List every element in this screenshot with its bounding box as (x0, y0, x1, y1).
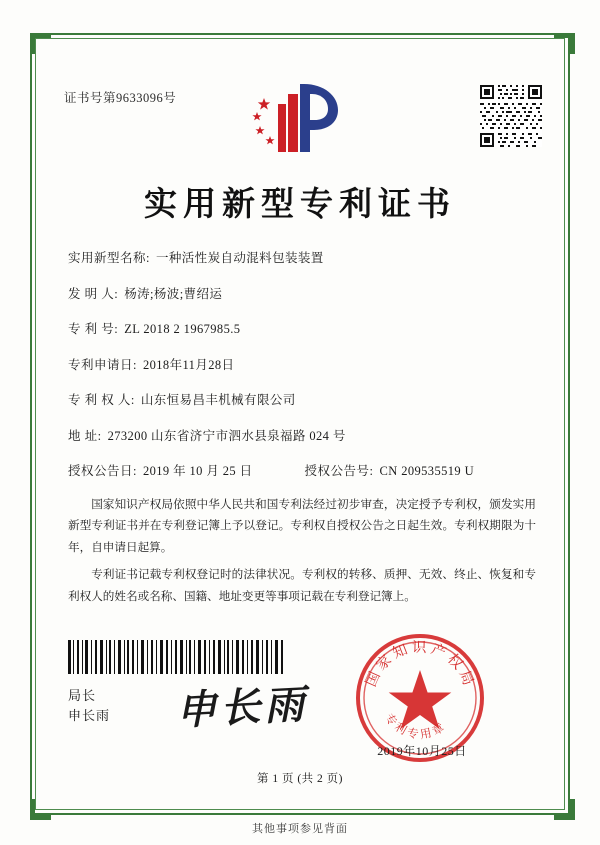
corner-ornament-top-right (554, 33, 575, 54)
seal-date: 2019年10月25日 (377, 744, 467, 758)
legal-paragraph-2: 专利证书记载专利权登记时的法律状况。专利权的转移、质押、无效、终止、恢复和专利权人的姓名或名称、国籍、地址变更等事项记载在专利登记簿上。 (68, 568, 536, 603)
page-title: 实用新型专利证书 (144, 187, 456, 223)
svg-text:国家知识产权局: 国家知识产权局 (363, 639, 478, 692)
field-row-application-date (68, 355, 538, 373)
field-label: 实用新型名称: (68, 251, 150, 265)
field-row-patentee (68, 390, 538, 408)
field-row-address (68, 426, 538, 444)
handwritten-signature: 申长雨 (175, 681, 310, 734)
corner-ornament-bottom-right (554, 799, 575, 820)
signature-role-name: 申长雨 (68, 708, 111, 724)
qr-code-icon (480, 85, 542, 147)
field-value: 一种活性炭自动混料包装装置 (155, 251, 324, 265)
legal-paragraph-1: 国家知识产权局依照中华人民共和国专利法经过初步审查，决定授予专利权，颁发实用新型专利证书并在专利登记簿上予以登记。专利权自授权公告之日起生效。专利权期限为十年，自申请日起算。 (68, 498, 536, 554)
svg-text:专利专用章: 专利专用章 (382, 711, 450, 742)
field-row-inventor (68, 284, 538, 302)
corner-ornament-bottom-left (30, 799, 51, 820)
cnipa-logo-icon (248, 78, 352, 158)
field-label: 专利申请日: (68, 357, 137, 372)
field-value: 杨涛;杨波;曹绍运 (124, 286, 223, 301)
field-value: 2018年11月28日 (142, 357, 235, 372)
field-value: 273200 山东省济宁市泗水县泉福路 024 号 (107, 428, 346, 443)
field-label: 地 址: (68, 428, 102, 443)
signature-role-block (68, 686, 110, 726)
field-row-utility-model-name (68, 248, 538, 266)
certificate-number: 证书号第9633096号 (64, 91, 177, 105)
back-side-note: 其他事项参见背面 (252, 823, 348, 835)
grant-date-label: 授权公告日: (68, 464, 137, 478)
grant-date-value: 2019 年 10 月 25 日 (142, 464, 253, 478)
field-value: 山东恒易昌丰机械有限公司 (140, 393, 296, 407)
legal-text-block (68, 494, 536, 613)
page-number-footer: 第 1 页 (共 2 页) (256, 773, 344, 785)
corner-ornament-top-left (30, 33, 51, 54)
field-row-grant-announcement (68, 461, 538, 479)
fields-block (68, 248, 538, 497)
barcode (68, 640, 286, 674)
field-label: 发 明 人: (68, 286, 119, 301)
field-label: 专 利 号: (68, 322, 119, 336)
grant-number-label: 授权公告号: (304, 464, 374, 478)
field-row-patent-number (68, 319, 538, 337)
field-value: ZL 2018 2 1967985.5 (124, 322, 241, 336)
grant-number-value: CN 209535519 U (379, 464, 474, 478)
signature-role-title: 局长 (68, 688, 97, 703)
field-label: 专 利 权 人: (68, 393, 135, 407)
